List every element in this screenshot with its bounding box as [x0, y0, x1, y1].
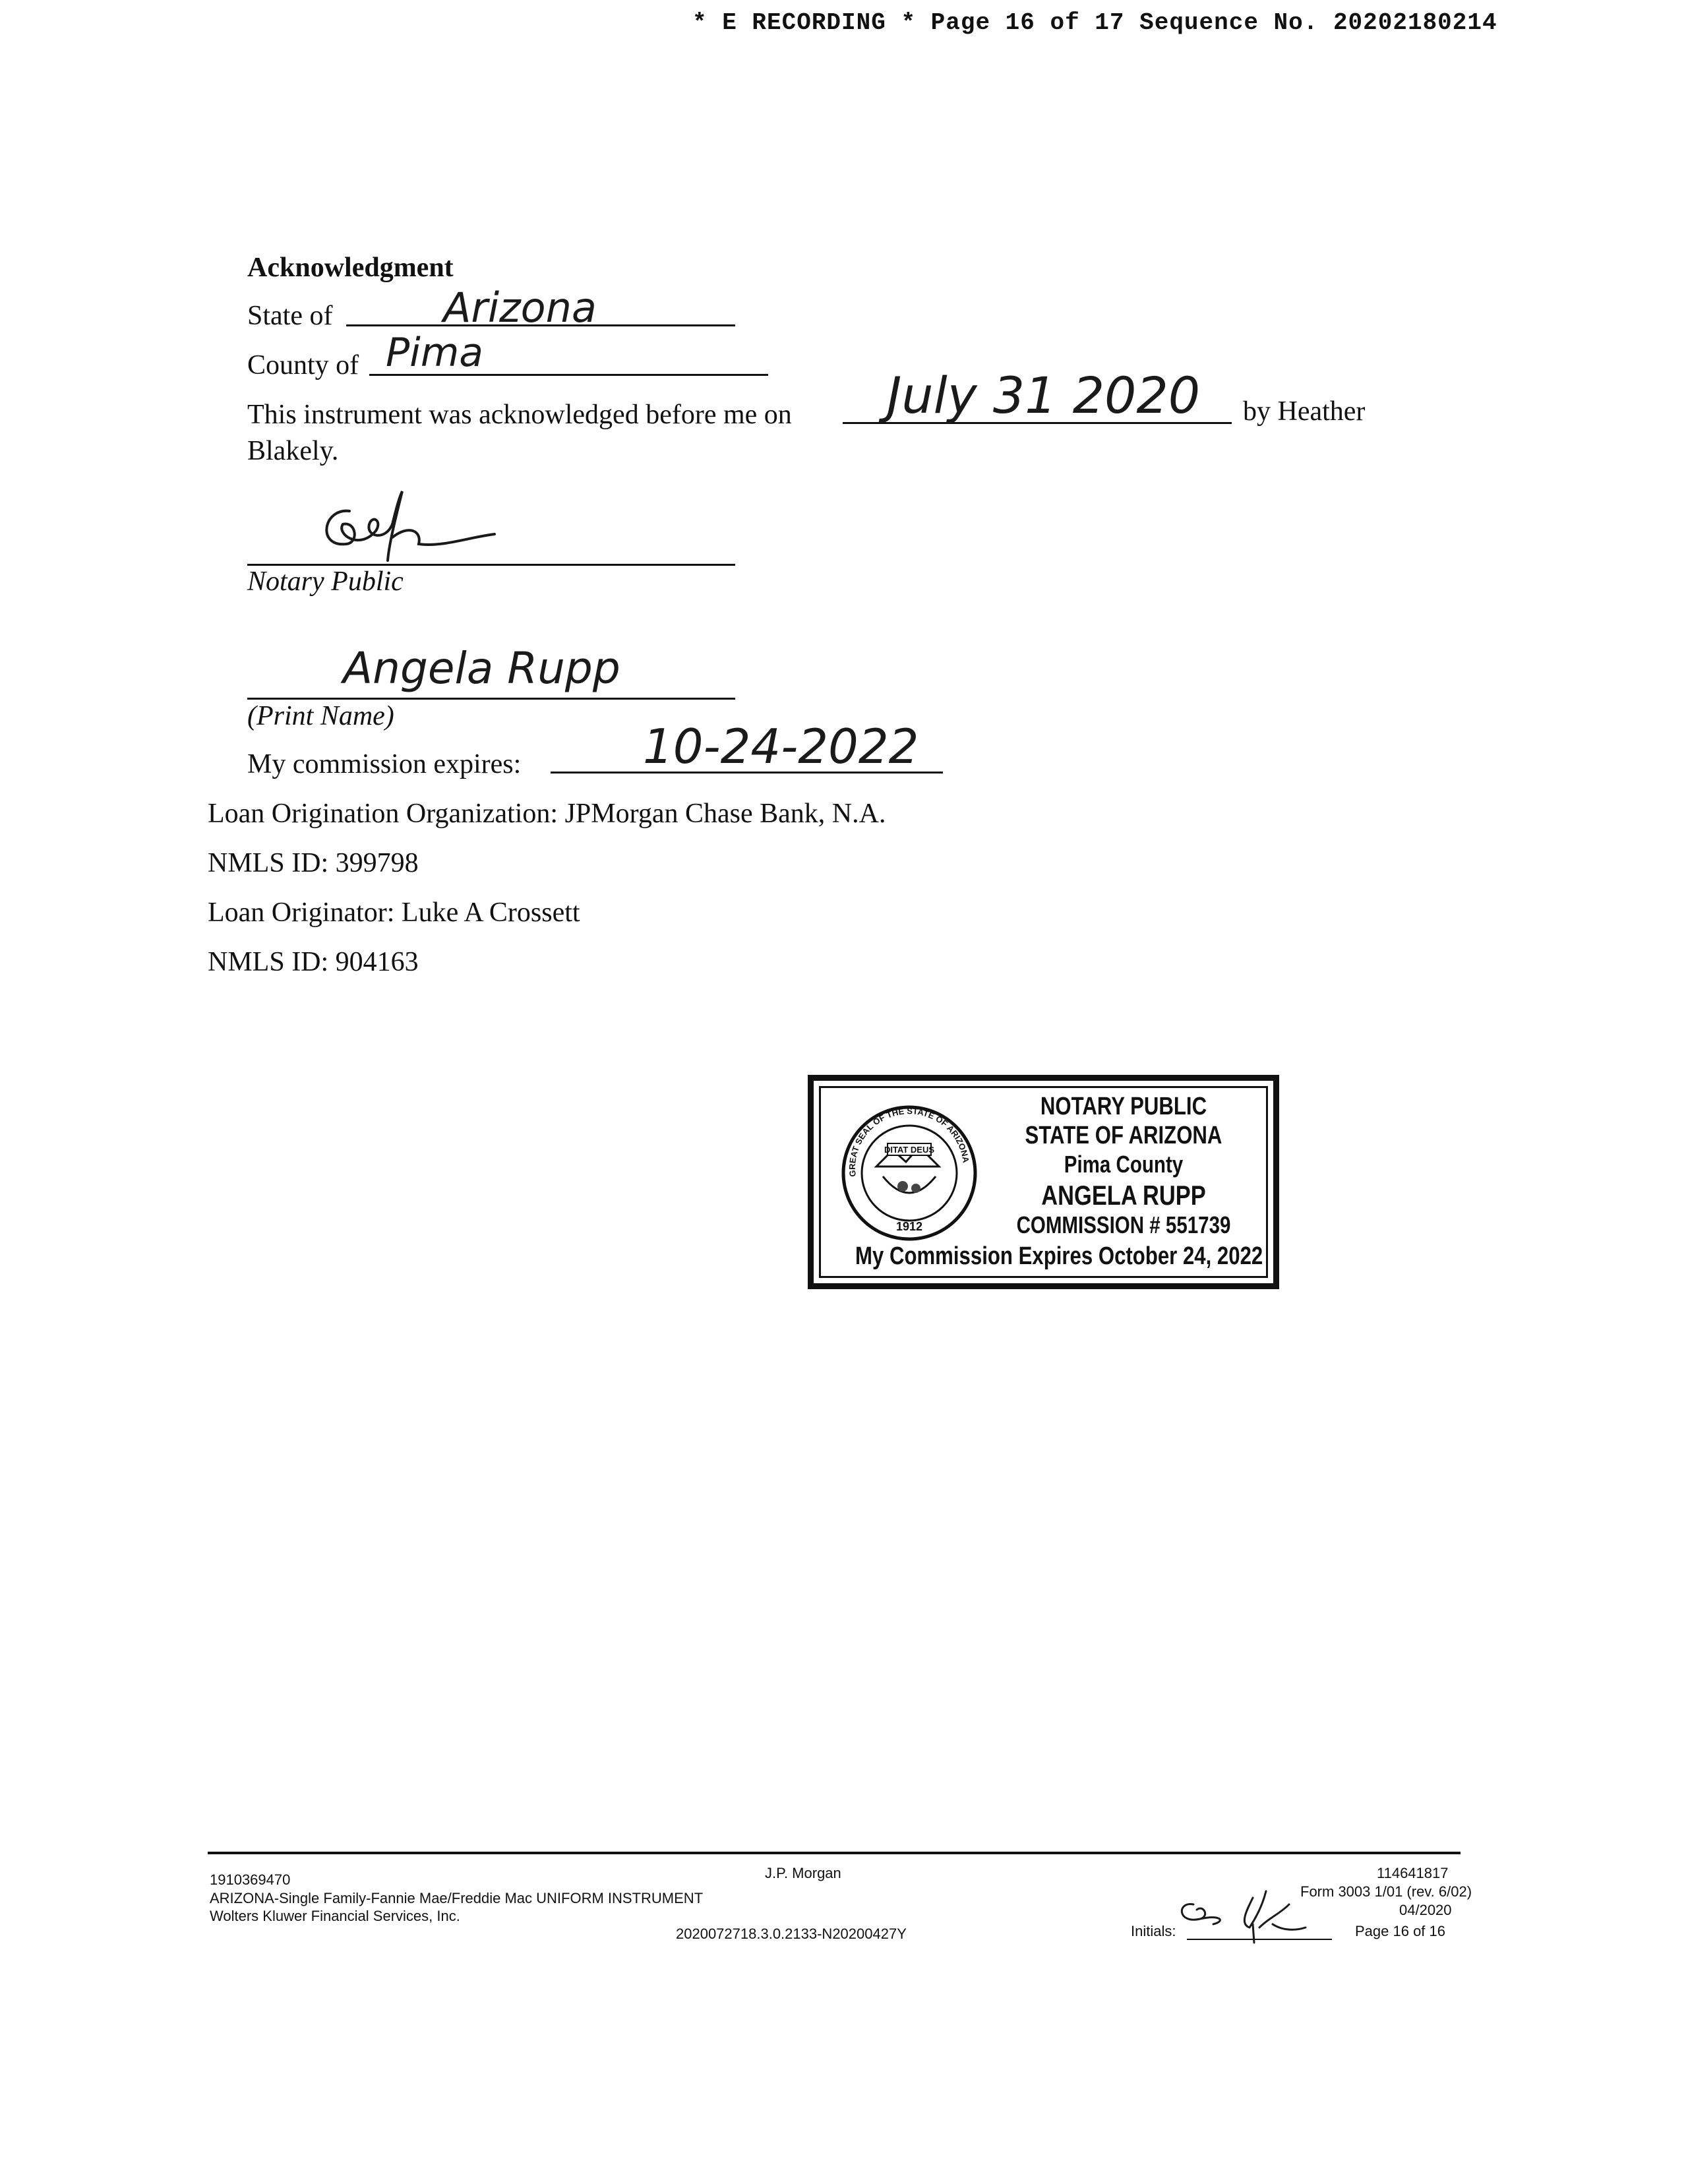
footer-initials-label: Initials:: [1131, 1923, 1176, 1939]
arizona-state-seal-icon: [840, 1104, 979, 1242]
footer-rule: [208, 1852, 1461, 1854]
footer-form-date: 04/2020: [1399, 1902, 1452, 1918]
county-handwritten-value: Pima: [386, 330, 484, 376]
state-handwritten-value: Arizona: [443, 284, 597, 332]
print-name-handwritten-value: Angela Rupp: [343, 643, 620, 694]
organization-nmls-id: NMLS ID: 399798: [208, 848, 419, 878]
commission-expires-label: My commission expires:: [247, 749, 522, 779]
recording-header: * E RECORDING * Page 16 of 17 Sequence No. 20202180214: [692, 9, 1497, 36]
acknowledgment-heading: Acknowledgment: [247, 253, 454, 283]
notary-stamp: [808, 1075, 1279, 1289]
date-handwritten-value: July 31 2020: [887, 366, 1201, 425]
footer-brand: J.P. Morgan: [765, 1865, 841, 1881]
footer-right-number: 114641817: [1377, 1865, 1449, 1881]
seal-year-text: 1912: [895, 1220, 923, 1233]
initials-signature-graphic: [1174, 1878, 1332, 1944]
stamp-line-commission-number: COMMISSION # 551739: [1016, 1211, 1231, 1238]
footer-document-code: 2020072718.3.0.2133-N20200427Y: [676, 1926, 907, 1942]
loan-origination-organization: Loan Origination Organization: JPMorgan Chase Bank, N.A.: [208, 799, 886, 829]
loan-originator: Loan Originator: Luke A Crossett: [208, 897, 580, 928]
footer-instrument-title: ARIZONA-Single Family-Fannie Mae/Freddie Mac UNIFORM INSTRUMENT: [210, 1890, 704, 1906]
footer-loan-number: 1910369470: [210, 1871, 291, 1888]
originator-nmls-id: NMLS ID: 904163: [208, 947, 419, 977]
footer-page-line: Page 16 of 16: [1355, 1923, 1446, 1939]
seal-ring-text: GREAT SEAL OF THE STATE OF ARIZONA: [847, 1106, 971, 1178]
notary-signature-graphic: [310, 485, 508, 570]
stamp-line-notary-name: ANGELA RUPP: [1041, 1180, 1206, 1211]
signer-surname-text: Blakely.: [247, 436, 339, 466]
state-label: State of: [247, 301, 333, 331]
stamp-line-commission-expires: My Commission Expires October 24, 2022: [855, 1242, 1263, 1270]
footer-form-line: Form 3003 1/01 (rev. 6/02): [1300, 1883, 1472, 1900]
stamp-line-county: Pima County: [1064, 1151, 1184, 1178]
stamp-line-notary-public: NOTARY PUBLIC: [1040, 1093, 1207, 1120]
print-name-line: [247, 698, 735, 700]
print-name-label: (Print Name): [247, 701, 394, 731]
instrument-acknowledged-text: This instrument was acknowledged before me on: [247, 400, 792, 430]
county-label: County of: [247, 350, 359, 380]
notary-public-label: Notary Public: [247, 566, 404, 597]
seal-motto-text: DITAT DEUS: [884, 1145, 935, 1155]
stamp-line-state: STATE OF ARIZONA: [1025, 1122, 1222, 1149]
commission-expires-handwritten-value: 10-24-2022: [643, 719, 919, 774]
by-signer-text: by Heather: [1243, 396, 1366, 427]
footer-publisher: Wolters Kluwer Financial Services, Inc.: [210, 1908, 460, 1924]
